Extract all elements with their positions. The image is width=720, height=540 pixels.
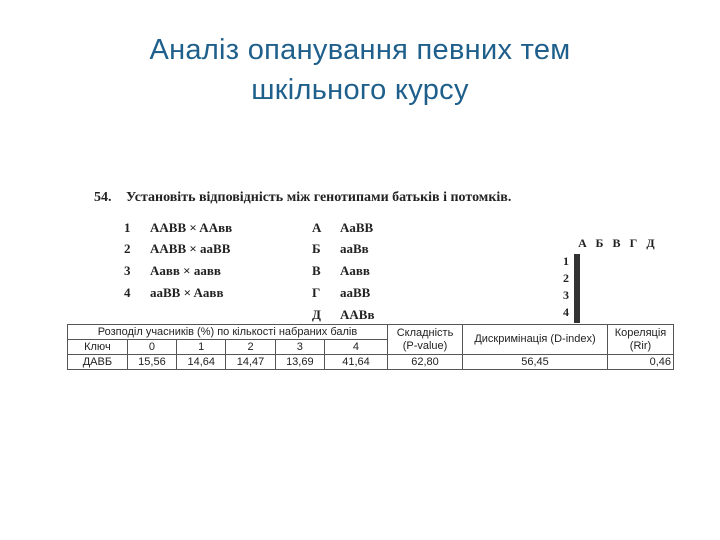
grid-number: 1 <box>563 254 569 268</box>
grid-cell[interactable] <box>579 255 580 272</box>
task-text: Установіть відповідність між генотипами батьків і потомків. <box>126 190 512 205</box>
offspring-genotype: AaBB <box>340 220 374 235</box>
task-heading <box>94 190 674 206</box>
slide-title-line-1: Аналіз опанування певних тем <box>149 34 571 66</box>
parent-number: 3 <box>124 263 131 278</box>
grid-letter: В <box>612 236 621 250</box>
offspring-letter: Д <box>312 307 321 322</box>
grid-letter: Г <box>629 236 638 250</box>
grid-number: 3 <box>563 288 569 302</box>
offspring-letter: А <box>312 220 322 235</box>
key-label: Ключ <box>68 340 128 355</box>
slide-title <box>0 30 720 110</box>
stats-value-row <box>68 355 674 370</box>
grid-letter: А <box>578 236 587 250</box>
score-label: 2 <box>226 340 275 355</box>
difficulty-value: 62,80 <box>388 355 463 370</box>
score-value: 14,64 <box>177 355 226 370</box>
offspring-letter: Б <box>312 241 321 256</box>
offspring-letter: В <box>312 263 321 278</box>
parent-genotype: AABB × AAвв <box>150 220 233 235</box>
grid-letter: Б <box>595 236 604 250</box>
parent-genotype: Aaвв × aaвв <box>150 263 221 278</box>
grid-cell[interactable] <box>579 306 580 323</box>
parent-genotype: AABB × aaBB <box>150 241 231 256</box>
grid-number: 2 <box>563 271 569 285</box>
correlation-value: 0,46 <box>608 355 674 370</box>
stats-header-row <box>68 325 674 340</box>
difficulty-header: Складність (P-value) <box>388 325 463 355</box>
score-label: 0 <box>127 340 176 355</box>
offspring-letter: Г <box>312 285 321 300</box>
grid-letter: Д <box>646 236 655 250</box>
score-label: 1 <box>177 340 226 355</box>
discrimination-value: 56,45 <box>463 355 608 370</box>
score-value: 41,64 <box>324 355 387 370</box>
discrimination-header: Дискримінація (D-index) <box>463 325 608 355</box>
distribution-header: Розподіл учасників (%) по кількості набраних балів <box>68 325 388 340</box>
stats-table <box>67 324 674 370</box>
grid-number: 4 <box>563 305 569 319</box>
score-label: 4 <box>324 340 387 355</box>
score-value: 15,56 <box>127 355 176 370</box>
parent-number: 1 <box>124 220 131 235</box>
score-value: 14,47 <box>226 355 275 370</box>
offspring-genotype: aaBв <box>340 241 369 256</box>
parent-number: 2 <box>124 241 131 256</box>
grid-cell[interactable] <box>579 289 580 306</box>
correlation-header: Кореляція (Rir) <box>608 325 674 355</box>
task-block <box>94 190 674 322</box>
score-value: 13,69 <box>275 355 324 370</box>
score-label: 3 <box>275 340 324 355</box>
key-value: ДАВБ <box>68 355 128 370</box>
task-number: 54. <box>94 190 112 205</box>
slide-title-line-2: шкільного курсу <box>251 74 469 106</box>
offspring-genotype: Aaвв <box>340 263 370 278</box>
answer-grid-cells <box>574 254 580 323</box>
offspring-genotype: aaBB <box>340 285 371 300</box>
offspring-genotype: AABв <box>340 307 375 322</box>
parent-genotype: aaBB × Aaвв <box>150 285 224 300</box>
grid-cell[interactable] <box>579 272 580 289</box>
parent-number: 4 <box>124 285 131 300</box>
